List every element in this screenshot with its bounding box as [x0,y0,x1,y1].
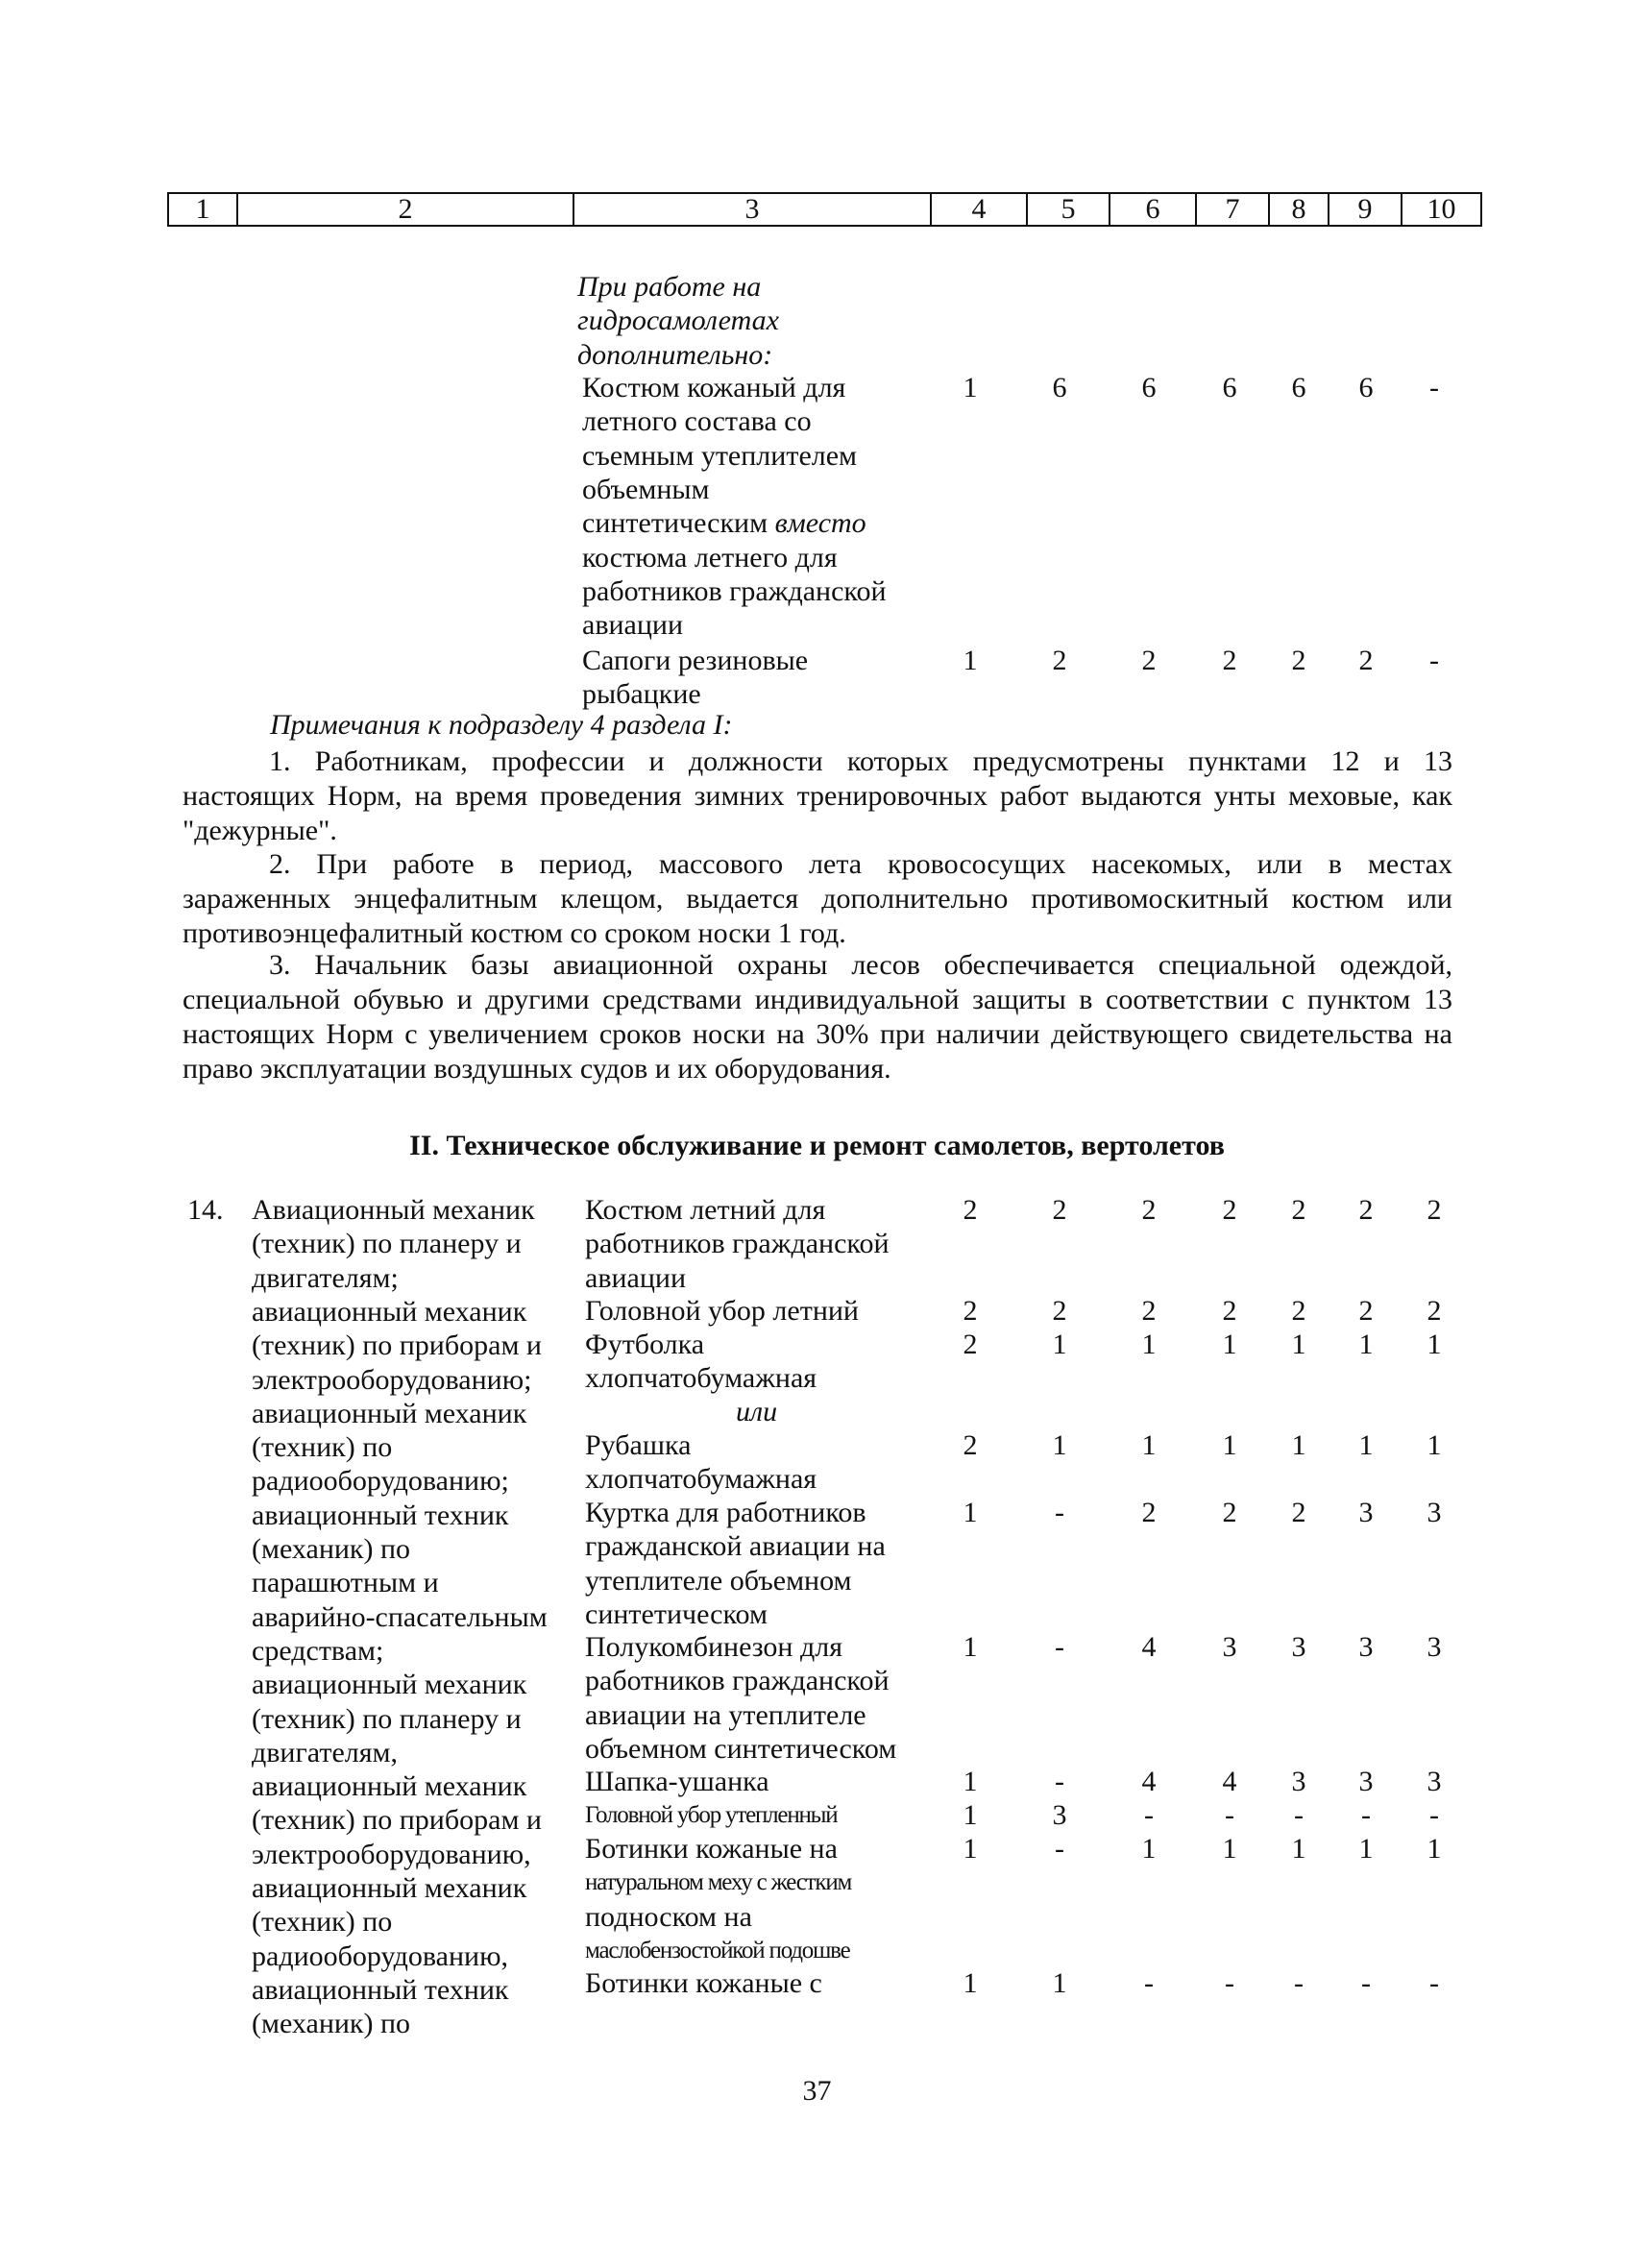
profession-line: авиационный техник [252,1973,509,2006]
value-cell: 6 [1141,372,1157,403]
value-cell: 3 [1358,1497,1374,1528]
value-cell: 1 [1222,1833,1237,1865]
value-cell: 2 [963,1194,978,1226]
value-cell: - [1144,1799,1154,1831]
item-name-line: объемном синтетическом [585,1732,897,1765]
profession-line: авиационный механик [252,1669,527,1701]
value-cell: 2 [1141,1295,1157,1327]
profession-line: (техник) по планеру и [252,1702,522,1735]
note-paragraph [183,744,1452,848]
value-cell: 2 [1358,1295,1374,1327]
value-cell: - [1055,1497,1064,1528]
item-name-line: маслобензостойкой подошве [585,1937,850,1963]
value-cell: 2 [1358,1194,1374,1226]
item-name-text: летного состава со [582,405,812,438]
column-number-header [167,192,1482,227]
item-name-text: съемным утеплителем [582,439,858,472]
profession-line: авиационный механик [252,1397,527,1429]
value-cell: 1 [963,1631,978,1663]
value-cell: 1 [1358,1329,1374,1360]
item-name-line: Сапоги резиновые [582,645,809,676]
value-cell: 6 [1052,372,1067,403]
item-name-line: рыбацкие [582,678,701,711]
profession-line: (техник) по планеру и [252,1228,522,1260]
value-cell: 6 [1291,372,1306,403]
item-name-line: Головной убор летний [585,1295,859,1327]
item-name-line: гражданской авиации на [585,1530,886,1563]
value-cell: 4 [1141,1766,1157,1797]
item-name-line: Рубашка [585,1429,692,1461]
value-cell: 1 [1052,1429,1067,1461]
column-number-cell: 9 [1329,193,1402,226]
profession-line: (механик) по [252,2008,411,2040]
value-cell: - [1294,1967,1304,1999]
note-paragraph [183,847,1452,951]
value-cell: 1 [963,1799,978,1831]
profession-line: средствам; [252,1634,384,1667]
value-cell: 6 [1222,372,1237,403]
value-cell: - [1361,1799,1371,1831]
value-cell: 4 [1141,1631,1157,1663]
item-name-text: Костюм кожаный для [582,372,846,403]
note-rest: зараженных энцефалитным клещом, выдается дополнительно противомоскитный костюм или противоэнцефалитный костюм со сроком носки 1 год. [183,883,1452,949]
column-number-cell: 4 [931,193,1027,226]
value-cell: 1 [1141,1329,1157,1360]
column-number-cell: 5 [1027,193,1110,226]
note-rest: специальной обувью и другими средствами индивидуальной защиты в соответствии с пунктом 13 настоящих Норм с увеличением сроков носки на 30% при наличии действующего свидетельства на право эксплуатации воздушных судов и их оборудования. [183,984,1452,1085]
value-cell: 2 [963,1429,978,1461]
value-cell: 1 [1052,1329,1067,1360]
value-cell: 2 [1222,1295,1237,1327]
value-cell: - [1055,1766,1064,1797]
value-cell: 2 [1291,645,1306,676]
item-name-line [582,371,845,404]
section-title: II. Техническое обслуживание и ремонт самолетов, вертолетов [409,1130,1225,1161]
column-number-cell: 10 [1402,193,1481,226]
value-cell: 3 [1427,1497,1442,1528]
value-cell: - [1361,1967,1371,1999]
hydro-heading-line: гидросамолетах [577,305,779,337]
value-cell: - [1225,1967,1234,1999]
item-name-line [582,506,866,540]
item-name-line: подноском на [585,1900,752,1933]
value-cell: 3 [1291,1631,1306,1663]
value-cell: 1 [963,1967,978,1999]
item-name-text: костюма летнего для [582,541,838,573]
value-cell: 4 [1222,1766,1237,1797]
item-name-line: синтетическом [585,1597,768,1630]
item-name-line [582,608,683,642]
item-name-line [582,404,812,438]
value-cell: 1 [1052,1967,1067,1999]
value-cell: 2 [1141,1194,1157,1226]
value-cell: 1 [963,1766,978,1797]
value-cell: - [1225,1799,1234,1831]
value-cell: 1 [1291,1429,1306,1461]
value-cell: 3 [1052,1799,1067,1831]
value-cell: 1 [1222,1429,1237,1461]
item-name-line: Шапка-ушанка [585,1766,769,1797]
value-cell: 1 [963,645,978,676]
value-cell: 2 [963,1295,978,1327]
item-name-line: Куртка для работников [585,1497,866,1528]
value-cell: 2 [1222,1194,1237,1226]
item-name-line: хлопчатобумажная [585,1362,817,1395]
value-cell: 1 [963,1497,978,1528]
column-number-cell: 2 [237,193,573,226]
profession-line: авиационный техник [252,1499,509,1531]
value-cell: 3 [1222,1631,1237,1663]
value-cell: 2 [1358,645,1374,676]
column-number-cell: 6 [1110,193,1196,226]
item-name-line: авиации на утеплителе [585,1698,866,1731]
column-number-cell: 3 [573,193,931,226]
profession-line: радиооборудованию; [252,1465,509,1498]
value-cell: 1 [1141,1429,1157,1461]
value-cell: - [1144,1967,1154,1999]
note-paragraph [183,948,1452,1086]
value-cell: 3 [1291,1766,1306,1797]
value-cell: 2 [1291,1497,1306,1528]
value-cell: 2 [1052,1295,1067,1327]
column-number-cell: 1 [168,193,237,226]
value-cell: - [1429,1799,1439,1831]
value-cell: 2 [1141,1497,1157,1528]
value-cell: - [1055,1631,1064,1663]
item-name-line: хлопчатобумажная [585,1463,817,1496]
page-number: 37 [802,2075,832,2107]
value-cell: 1 [1141,1833,1157,1865]
profession-line: электрооборудованию; [252,1363,532,1396]
item-name-line [582,439,857,473]
item-name-line: Ботинки кожаные с [585,1967,822,1999]
value-cell: 1 [1358,1833,1374,1865]
value-cell: 6 [1358,372,1374,403]
value-cell: 1 [963,372,978,403]
column-number-cell: 7 [1196,193,1269,226]
value-cell: - [1429,372,1439,403]
value-cell: 1 [963,1833,978,1865]
item-name-line [582,541,838,574]
value-cell: 1 [1291,1833,1306,1865]
profession-line: Авиационный механик [252,1194,535,1226]
row-number: 14. [187,1194,224,1226]
value-cell: 1 [1427,1833,1442,1865]
value-cell: - [1429,1967,1439,1999]
value-cell: 3 [1358,1766,1374,1797]
profession-line: аварийно-спасательным [252,1600,548,1633]
item-name-line: Футболка [585,1329,705,1360]
value-cell: 2 [1052,1194,1067,1226]
item-name-line: авиации [585,1261,687,1294]
profession-line: авиационный механик [252,1770,527,1803]
value-cell: 3 [1427,1631,1442,1663]
profession-line: электрооборудованию, [252,1838,531,1870]
item-name-line: Ботинки кожаные на [585,1833,838,1865]
item-name-text: авиации [582,609,684,642]
item-name-line: Головной убор утепленный [585,1802,838,1828]
value-cell: 1 [1427,1329,1442,1360]
hydro-heading-line: При работе на [577,271,762,303]
value-cell: 2 [1222,645,1237,676]
note-first-line: 2. При работе в период, массового лета кровососущих насекомых, или в местах [269,848,1452,880]
value-cell: - [1429,645,1439,676]
profession-line: радиооборудованию, [252,1939,508,1972]
value-cell: 2 [1291,1194,1306,1226]
item-name-line: работников гражданской [585,1665,890,1697]
note-rest: настоящих Норм, на время проведения зимних тренировочных работ выдаются унты меховые, как "дежурные". [183,780,1452,846]
item-name-line: работников гражданской [585,1228,890,1260]
item-name-line: натуральном меху с жестким [585,1869,852,1896]
item-name-italic: вместо [774,507,866,540]
value-cell: 2 [1222,1497,1237,1528]
value-cell: 2 [963,1329,978,1360]
value-cell: 1 [1358,1429,1374,1461]
value-cell: - [1294,1799,1304,1831]
value-cell: 1 [1222,1329,1237,1360]
value-cell: 1 [1291,1329,1306,1360]
profession-line: двигателям, [252,1736,399,1768]
value-cell: 2 [1291,1295,1306,1327]
item-name-text: работников гражданской [582,574,887,607]
value-cell: 2 [1052,645,1067,676]
value-cell: 2 [1427,1194,1442,1226]
item-name-line: Костюм летний для [585,1194,826,1226]
notes-title: Примечания к подразделу 4 раздела I: [270,709,733,741]
profession-line: (механик) по [252,1533,411,1565]
profession-line: авиационный механик [252,1872,527,1904]
value-cell: 3 [1427,1766,1442,1797]
hydro-heading-line: дополнительно: [577,338,773,371]
profession-line: двигателям; [252,1261,399,1294]
item-name-line [582,574,887,608]
value-cell: - [1055,1833,1064,1865]
profession-line: (техник) по приборам и [252,1804,542,1837]
item-name-line: утеплителе объемном [585,1564,852,1597]
note-first-line: 1. Работникам, профессии и должности которых предусмотрены пунктами 12 и 13 [269,745,1452,777]
profession-line: парашютным и [252,1567,439,1599]
item-name-text: синтетическим [582,507,768,540]
note-first-line: 3. Начальник базы авиационной охраны лесов обеспечивается специальной одеждой, [269,949,1452,981]
profession-line: (техник) по приборам и [252,1329,542,1362]
item-name-line: Полукомбинезон для [585,1631,843,1663]
value-cell: 2 [1427,1295,1442,1327]
item-name-text: объемным [582,473,710,505]
item-name-line [582,473,710,506]
column-number-cell: 8 [1269,193,1329,226]
value-cell: 1 [1427,1429,1442,1461]
profession-line: авиационный механик [252,1295,527,1328]
profession-line: (техник) по [252,1906,393,1939]
profession-line: (техник) по [252,1431,393,1464]
item-name-line: или [736,1396,778,1427]
value-cell: 3 [1358,1631,1374,1663]
value-cell: 2 [1141,645,1157,676]
